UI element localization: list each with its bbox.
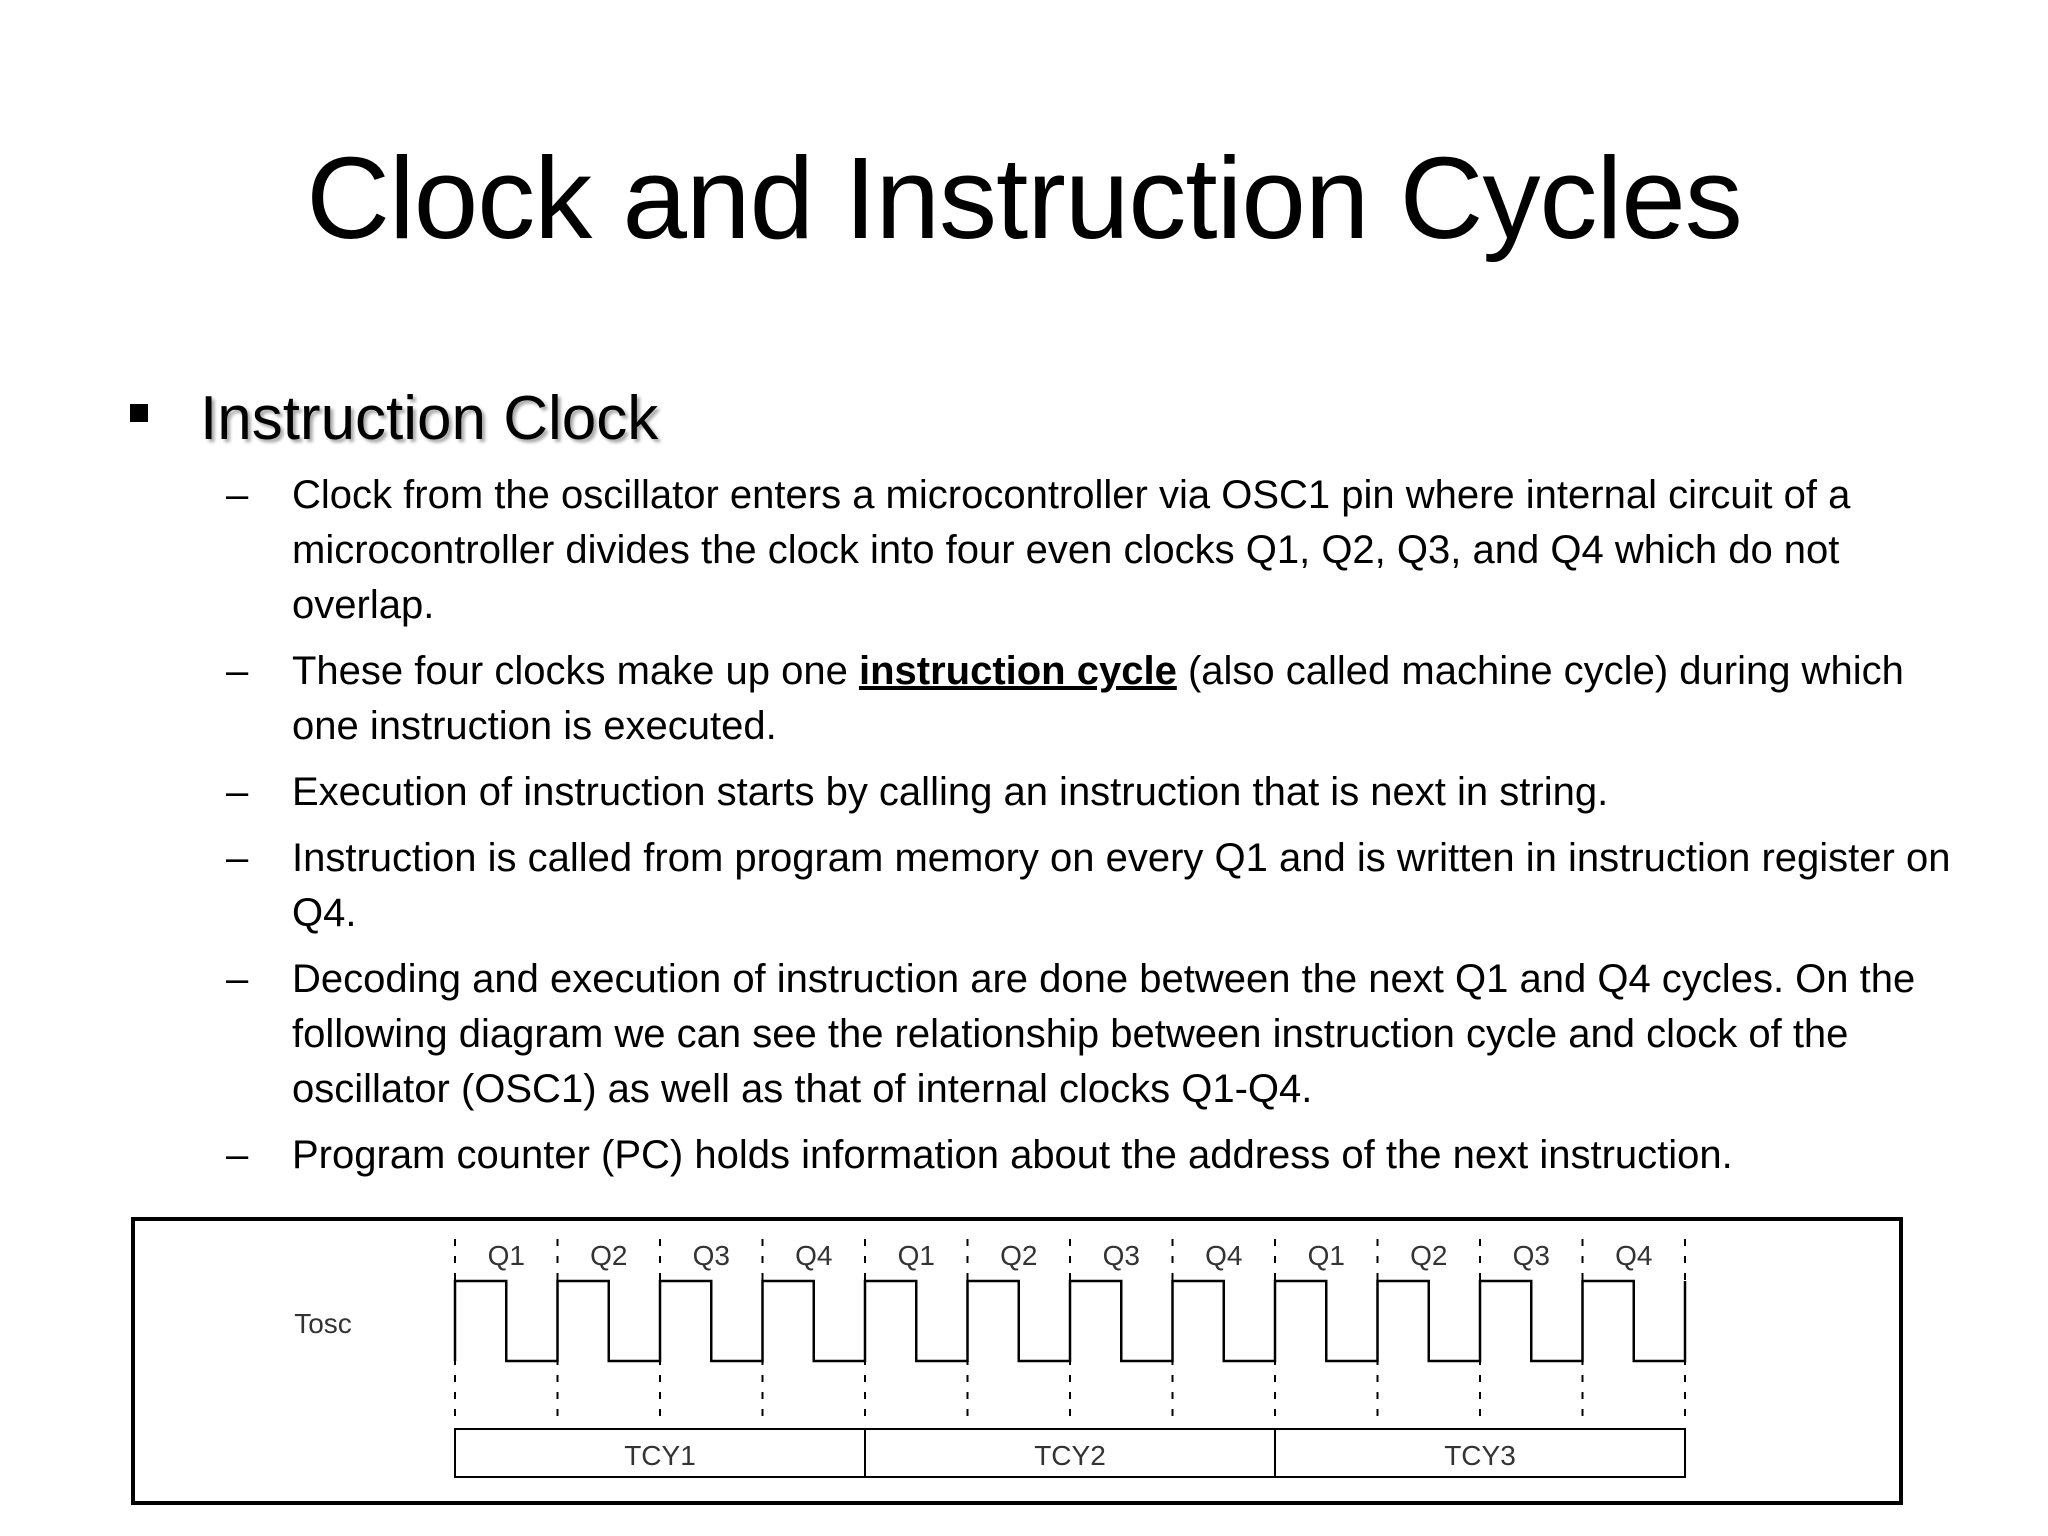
phase-label: Q4 bbox=[1615, 1240, 1653, 1271]
bullet-instruction-clock bbox=[130, 382, 658, 456]
oscillator-waveform bbox=[455, 1281, 1685, 1361]
instruction-cycle-label: TCY1 bbox=[624, 1440, 696, 1471]
dash-bullet-icon: – bbox=[226, 649, 249, 693]
square-bullet-icon bbox=[130, 404, 148, 422]
sub-bullet-item bbox=[226, 644, 1966, 754]
phase-label: Q1 bbox=[897, 1240, 935, 1271]
dash-bullet-icon: – bbox=[226, 1133, 249, 1177]
phase-label: Q1 bbox=[1307, 1240, 1345, 1271]
dash-bullet-icon: – bbox=[226, 473, 249, 517]
sub-bullet-text-after: (also called machine cycle) during which one instruction is executed. bbox=[292, 649, 1904, 748]
dash-bullet-icon: – bbox=[226, 836, 249, 880]
signal-label: Tosc bbox=[294, 1308, 352, 1339]
sub-bullet-item bbox=[226, 831, 1966, 941]
instruction-cycle-label: TCY2 bbox=[1034, 1440, 1106, 1471]
phase-label: Q2 bbox=[590, 1240, 628, 1271]
sub-bullet-item bbox=[226, 1128, 1966, 1183]
sub-bullet-list bbox=[226, 468, 1966, 1194]
sub-bullet-text: Program counter (PC) holds information about the address of the next instruction. bbox=[292, 1133, 1733, 1177]
phase-label: Q2 bbox=[1000, 1240, 1038, 1271]
sub-bullet-text: Execution of instruction starts by calling an instruction that is next in string. bbox=[292, 770, 1609, 814]
phase-label: Q3 bbox=[1512, 1240, 1550, 1271]
sub-bullet-text: Clock from the oscillator enters a microcontroller via OSC1 pin where internal circuit of a microcontroller divides the clock into four even clocks Q1, Q2, Q3, and Q4 which do not overlap. bbox=[292, 473, 1851, 627]
sub-bullet-item bbox=[226, 952, 1966, 1117]
timing-diagram bbox=[131, 1217, 1903, 1505]
phase-label: Q4 bbox=[795, 1240, 833, 1271]
phase-label: Q4 bbox=[1205, 1240, 1243, 1271]
sub-bullet-item bbox=[226, 765, 1966, 820]
phase-label: Q3 bbox=[692, 1240, 730, 1271]
instruction-cycle-term: instruction cycle bbox=[858, 649, 1177, 693]
dash-bullet-icon: – bbox=[226, 770, 249, 814]
sub-bullet-text: Instruction is called from program memory on every Q1 and is written in instruction register on Q4. bbox=[292, 836, 1951, 935]
sub-bullet-text: Decoding and execution of instruction are done between the next Q1 and Q4 cycles. On the following diagram we can see the relationship between instruction cycle and clock of the oscillator (OSC1) as well as that of internal clocks Q1-Q4. bbox=[292, 957, 1916, 1111]
timing-diagram-svg bbox=[135, 1221, 1899, 1501]
phase-label: Q2 bbox=[1410, 1240, 1448, 1271]
sub-bullet-item bbox=[226, 468, 1966, 633]
phase-label: Q1 bbox=[487, 1240, 525, 1271]
slide-title: Clock and Instruction Cycles bbox=[306, 133, 1742, 263]
dash-bullet-icon: – bbox=[226, 957, 249, 1001]
section-heading: Instruction Clock bbox=[200, 384, 659, 453]
instruction-cycle-label: TCY3 bbox=[1444, 1440, 1516, 1471]
phase-label: Q3 bbox=[1102, 1240, 1140, 1271]
sub-bullet-text-before: These four clocks make up one bbox=[292, 649, 859, 693]
